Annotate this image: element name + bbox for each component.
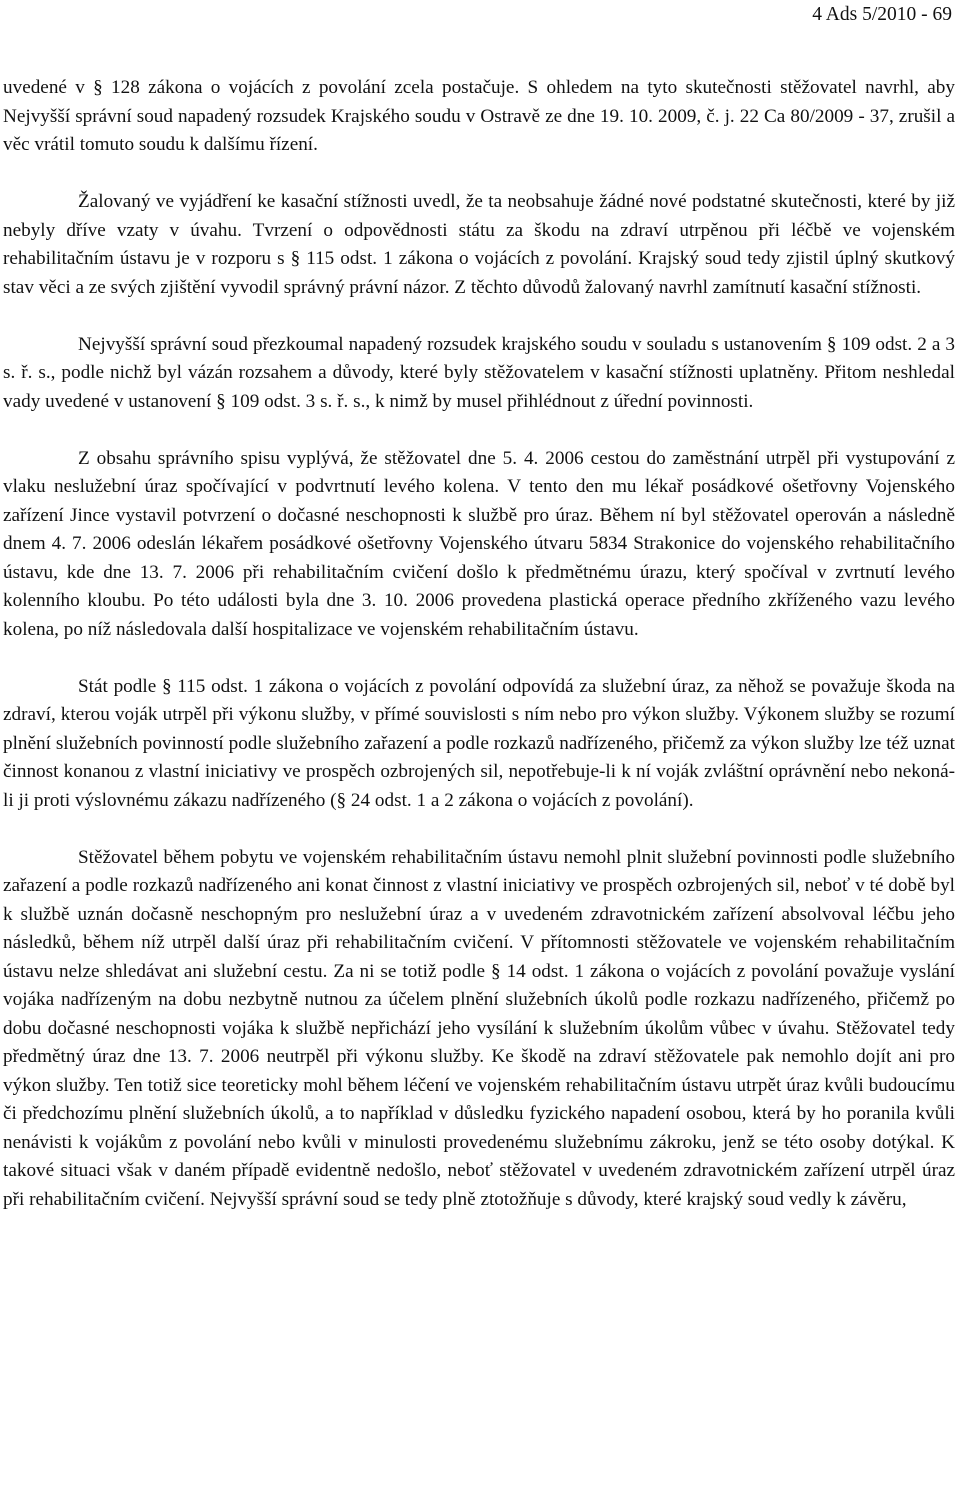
case-reference-header: 4 Ads 5/2010 - 69 — [812, 4, 952, 25]
paragraph-state-liability: Stát podle § 115 odst. 1 zákona o vojácích z povolání odpovídá za služební úraz, za něhož se považuje škoda na zdraví, kterou voják utrpěl při výkonu služby, v přímé souvislosti s ním nebo pro výkon služby. Výkonem služby se rozumí plnění služebních povinností podle služebního zařazení a podle rozkazů nadřízeného, přičemž za výkon služby lze též uznat činnost konanou z vlastní iniciativy ve prospěch ozbrojených sil, nepotřebuje-li k ní voják zvláštní oprávnění nebo nekoná-li ji proti výslovnému zákazu nadřízeného (§ 24 odst. 1 a 2 zákona o vojácích z povolání). — [3, 675, 955, 811]
paragraph-complainant-stay: Stěžovatel během pobytu ve vojenském rehabilitačním ústavu nemohl plnit služební povinnosti podle služebního zařazení a podle rozkazů nadřízeného ani konat činnost z vlastní iniciativy ve prospěch ozbrojených sil, neboť v té době byl k službě uznán dočasně neschopným pro neslužební úraz a v uvedeném zdravotnickém zařízení absolvoval léčbu jeho následků, během níž utrpěl další úraz při rehabilitačním cvičení. V přítomnosti stěžovatele ve vojenském rehabilitačním ústavu nelze shledávat ani služební cestu. Za ni se totiž podle § 14 odst. 1 zákona o vojácích z povolání považuje vyslání vojáka nadřízeným na dobu nezbytně nutnou za účelem plnění služebních úkolů podle rozkazu nadřízeného, přičemž po dobu dočasné neschopnosti vojáka k službě nepřichází jeho vysílání k služebním úkolům vůbec v úvahu. Stěžovatel tedy předmětný úraz dne 13. 7. 2006 neutrpěl při výkonu služby. Ke škodě na zdraví stěžovatele pak nemohlo dojít ani pro výkon služby. Ten totiž sice teoreticky mohl během léčení ve vojenském rehabilitačním ústavu utrpět úraz kvůli budoucímu či předchozímu plnění služebních úkolů, a to například v důsledku fyzického napadení osobou, která by ho poranila kvůli nenávisti k vojákům z povolání nebo kvůli v minulosti provedenému služebnímu zákroku, jenž se této osoby dotýkal. K takové situaci však v daném případě evidentně nedošlo, neboť stěžovatel v uvedeném zdravotnickém zařízení utrpěl úraz při rehabilitačním cvičení. Nejvyšší správní soud se tedy plně ztotožňuje s důvody, které krajský soud vedly k závěru, — [3, 846, 955, 1210]
paragraph-court-review: Nejvyšší správní soud přezkoumal napadený rozsudek krajského soudu v souladu s ustanovením § 109 odst. 2 a 3 s. ř. s., podle nichž byl vázán rozsahem a důvody, které byly stěžovatelem v kasační stížnosti uplatněny. Přitom neshledal vady uvedené v ustanovení § 109 odst. 3 s. ř. s., k nimž by musel přihlédnout z úřední povinnosti. — [3, 333, 955, 412]
paragraph-file-contents: Z obsahu správního spisu vyplývá, že stěžovatel dne 5. 4. 2006 cestou do zaměstnání utrpěl při vystupování z vlaku neslužební úraz spočívající v podvrtnutí levého kolena. V tento den mu lékař posádkové ošetřovny Vojenského zařízení Jince vystavil potvrzení o dočasné neschopnosti k službě pro úraz. Během ní byl stěžovatel operován a následně dnem 4. 7. 2006 odeslán lékařem posádkové ošetřovny Vojenského útvaru 5834 Strakonice do vojenského rehabilitačního ústavu, kde dne 13. 7. 2006 při rehabilitačním cvičení došlo k předmětnému úrazu, který spočíval v zvrtnutí levého kolenního kloubu. Po této události byla dne 3. 10. 2006 provedena plastická operace předního zkříženého vazu levého kolena, po níž následovala další hospitalizace ve vojenském rehabilitačním ústavu. — [3, 447, 955, 640]
paragraph-defendant-response: Žalovaný ve vyjádření ke kasační stížnosti uvedl, že ta neobsahuje žádné nové podstatné skutečnosti, které by již nebyly dříve vzaty v úvahu. Tvrzení o odpovědnosti státu za škodu na zdraví utrpěnou při léčbě ve vojenském rehabilitačním ústavu je v rozporu s § 115 odst. 1 zákona o vojácích z povolání. Krajský soud tedy zjistil úplný skutkový stav věci a ze svých zjištění vyvodil správný právní názor. Z těchto důvodů žalovaný navrhl zamítnutí kasační stížnosti. — [3, 191, 955, 298]
document-body — [3, 74, 955, 1243]
paragraph-continuation: uvedené v § 128 zákona o vojácích z povolání zcela postačuje. S ohledem na tyto skutečnosti stěžovatel navrhl, aby Nejvyšší správní soud napadený rozsudek Krajského soudu v Ostravě ze dne 19. 10. 2009, č. j. 22 Ca 80/2009 - 37, zrušil a věc vrátil tomuto soudu k dalšímu řízení. — [3, 77, 955, 155]
